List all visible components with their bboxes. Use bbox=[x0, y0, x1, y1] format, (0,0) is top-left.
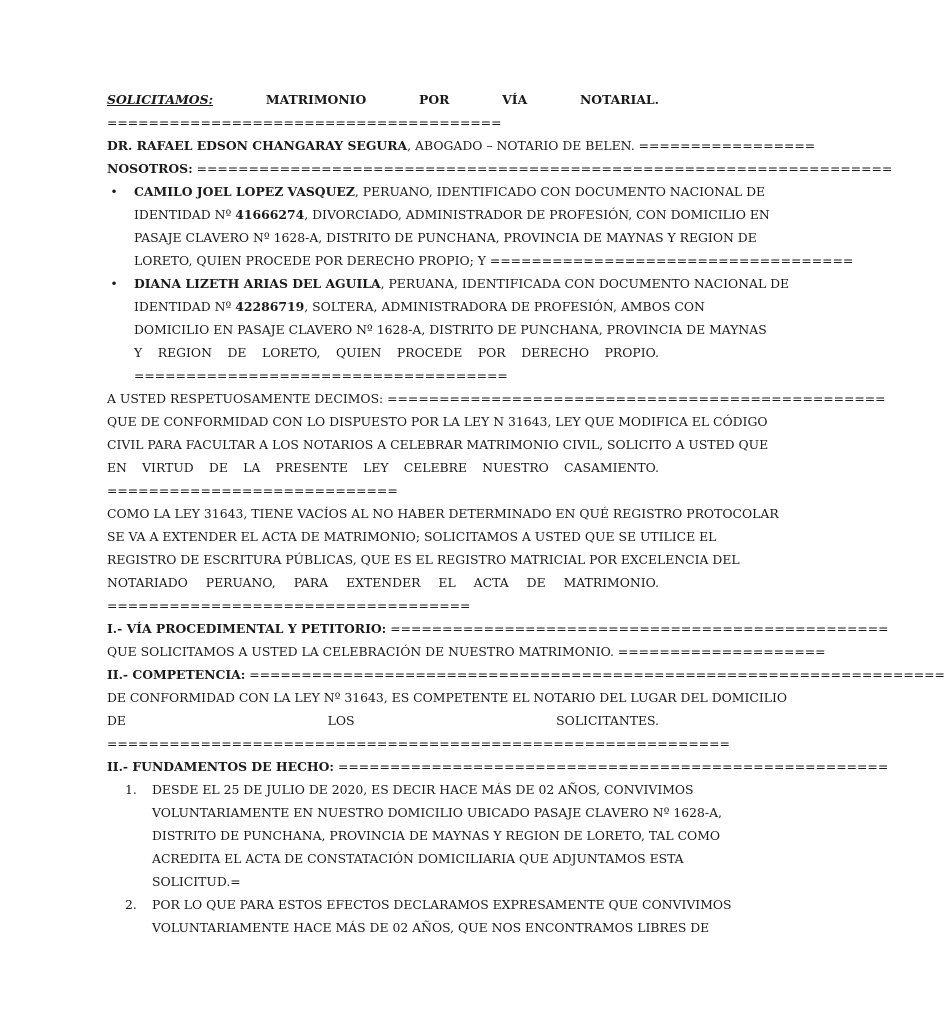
nosotros-separator: =================================================================== bbox=[192, 161, 893, 176]
bullet-icon: • bbox=[110, 276, 118, 291]
subject-line bbox=[107, 88, 659, 111]
fact-line: POR LO QUE PARA ESTOS EFECTOS DECLARAMOS EXPRESAMENTE QUE CONVIVIMOS bbox=[152, 897, 732, 912]
section-1-line: QUE SOLICITAMOS A USTED LA CELEBRACIÓN DE NUESTRO MATRIMONIO. ==================== bbox=[107, 644, 826, 659]
section-1-title: I.- VÍA PROCEDIMENTAL Y PETITORIO: bbox=[107, 621, 387, 636]
section-2-separator: =================================================================== bbox=[245, 667, 945, 682]
section-2-title: II.- COMPETENCIA: bbox=[107, 667, 246, 682]
fact-line: VOLUNTARIAMENTE HACE MÁS DE 02 AÑOS, QUE NOS ENCONTRAMOS LIBRES DE bbox=[152, 920, 710, 935]
applicant-2-dni: 42286719 bbox=[235, 299, 305, 314]
separator-line: ============================ bbox=[107, 483, 398, 498]
section-3-title: II.- FUNDAMENTOS DE HECHO: bbox=[107, 759, 335, 774]
applicant-1-text: , PERUANO, IDENTIFICADO CON DOCUMENTO NACIONAL DE bbox=[354, 184, 766, 199]
bullet-icon: • bbox=[110, 184, 118, 199]
paragraph-2-line: NOTARIADO PERUANO, PARA EXTENDER EL ACTA DE MATRIMONIO. bbox=[107, 575, 659, 590]
fact-item-1 bbox=[107, 778, 722, 893]
fact-line: ACREDITA EL ACTA DE CONSTATACIÓN DOMICILIARIA QUE ADJUNTAMOS ESTA bbox=[152, 851, 684, 866]
applicant-1-text: IDENTIDAD Nº bbox=[134, 207, 236, 222]
subject-word: VÍA bbox=[502, 92, 528, 107]
applicant-1-name: CAMILO JOEL LOPEZ VASQUEZ bbox=[134, 184, 355, 199]
applicant-1 bbox=[107, 180, 854, 272]
paragraph-2-line: COMO LA LEY 31643, TIENE VACÍOS AL NO HABER DETERMINADO EN QUÉ REGISTRO PROTOCOLAR bbox=[107, 506, 779, 521]
paragraph-2-line: SE VA A EXTENDER EL ACTA DE MATRIMONIO; SOLICITAMOS A USTED QUE SE UTILICE EL bbox=[107, 529, 717, 544]
applicant-2-text: , SOLTERA, ADMINISTRADORA DE PROFESIÓN, AMBOS CON bbox=[304, 299, 705, 314]
applicant-2-text: , PERUANA, IDENTIFICADA CON DOCUMENTO NACIONAL DE bbox=[380, 276, 790, 291]
separator-line: =================================== bbox=[107, 598, 471, 613]
applicant-1-text: , DIVORCIADO, ADMINISTRADOR DE PROFESIÓN, CON DOMICILIO EN bbox=[304, 207, 770, 222]
separator-line: ====================================== bbox=[107, 115, 502, 130]
paragraph-2-line: REGISTRO DE ESCRITURA PÚBLICAS, QUE ES EL REGISTRO MATRICIAL POR EXCELENCIA DEL bbox=[107, 552, 740, 567]
fact-number: 2. bbox=[125, 897, 137, 912]
subject-word: MATRIMONIO bbox=[265, 92, 367, 107]
separator-line: ==================================== bbox=[134, 368, 508, 383]
document-body bbox=[107, 88, 945, 939]
fact-line: DISTRITO DE PUNCHANA, PROVINCIA DE MAYNAS Y REGION DE LORETO, TAL COMO bbox=[152, 828, 721, 843]
applicant-2-name: DIANA LIZETH ARIAS DEL AGUILA bbox=[134, 276, 381, 291]
subject-word: POR bbox=[419, 92, 450, 107]
fact-line: SOLICITUD.= bbox=[152, 874, 241, 889]
applicant-1-dni: 41666274 bbox=[235, 207, 305, 222]
nosotros-line bbox=[107, 157, 893, 180]
applicant-2-line bbox=[107, 272, 790, 295]
notary-title: , ABOGADO – NOTARIO DE BELEN. ================= bbox=[407, 138, 816, 153]
fact-line: DESDE EL 25 DE JULIO DE 2020, ES DECIR HACE MÁS DE 02 AÑOS, CONVIVIMOS bbox=[152, 782, 694, 797]
section-1-separator: ================================================ bbox=[386, 621, 889, 636]
paragraph-1-line: CIVIL PARA FACULTAR A LOS NOTARIOS A CELEBRAR MATRIMONIO CIVIL, SOLICITO A USTED QUE bbox=[107, 437, 769, 452]
fact-number: 1. bbox=[125, 782, 137, 797]
separator-line: ============================================================ bbox=[107, 736, 730, 751]
applicant-1-line: LORETO, QUIEN PROCEDE POR DERECHO PROPIO; Y =================================== bbox=[134, 253, 854, 268]
fact-item-2 bbox=[107, 893, 732, 939]
applicant-2 bbox=[107, 272, 790, 387]
applicant-2-line bbox=[107, 295, 705, 318]
decimos-line: A USTED RESPETUOSAMENTE DECIMOS: ================================================ bbox=[107, 391, 886, 406]
section-2-line: DE CONFORMIDAD CON LA LEY Nº 31643, ES COMPETENTE EL NOTARIO DEL LUGAR DEL DOMICILIO bbox=[107, 690, 788, 705]
paragraph-1-line: QUE DE CONFORMIDAD CON LO DISPUESTO POR LA LEY N 31643, LEY QUE MODIFICA EL CÓDIGO bbox=[107, 414, 768, 429]
paragraph-1-line: EN VIRTUD DE LA PRESENTE LEY CELEBRE NUESTRO CASAMIENTO. bbox=[107, 460, 659, 475]
notary-name: DR. RAFAEL EDSON CHANGARAY SEGURA bbox=[107, 138, 408, 153]
section-2-heading bbox=[107, 663, 945, 686]
section-2-line: DE LOS SOLICITANTES. bbox=[107, 713, 659, 728]
subject-word: NOTARIAL. bbox=[579, 92, 659, 107]
applicant-1-line: PASAJE CLAVERO Nº 1628-A, DISTRITO DE PUNCHANA, PROVINCIA DE MAYNAS Y REGION DE bbox=[134, 230, 757, 245]
section-1-heading bbox=[107, 617, 889, 640]
applicant-2-line: Y REGION DE LORETO, QUIEN PROCEDE POR DERECHO PROPIO. bbox=[134, 345, 659, 360]
section-3-heading bbox=[107, 755, 889, 778]
applicant-2-line: DOMICILIO EN PASAJE CLAVERO Nº 1628-A, DISTRITO DE PUNCHANA, PROVINCIA DE MAYNAS bbox=[134, 322, 767, 337]
subject-label: SOLICITAMOS: bbox=[107, 92, 214, 107]
nosotros-label: NOSOTROS: bbox=[107, 161, 193, 176]
applicant-1-line bbox=[107, 180, 766, 203]
fact-line: VOLUNTARIAMENTE EN NUESTRO DOMICILIO UBICADO PASAJE CLAVERO Nº 1628-A, bbox=[152, 805, 722, 820]
applicant-1-line bbox=[107, 203, 770, 226]
addressee-line bbox=[107, 134, 816, 157]
applicant-2-text: IDENTIDAD Nº bbox=[134, 299, 236, 314]
section-3-separator: ===================================================== bbox=[334, 759, 889, 774]
